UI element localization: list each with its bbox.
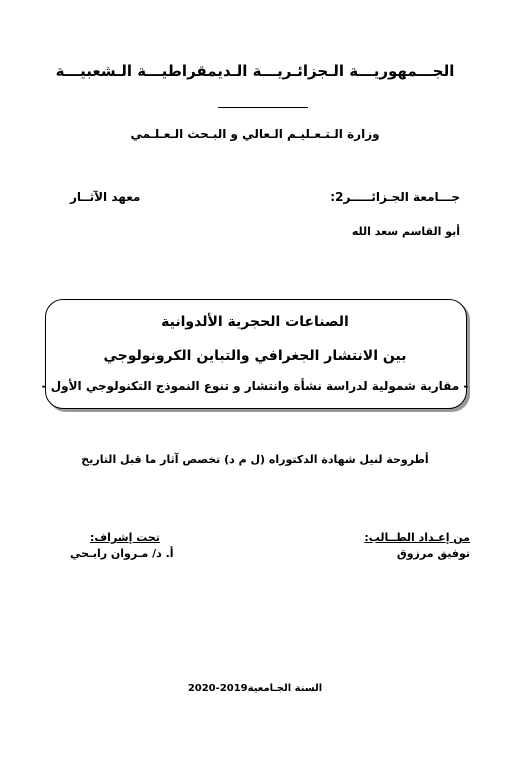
thesis-title-line-1: الصناعات الحجرية الألدوانية: [161, 314, 349, 330]
header-divider: [218, 107, 308, 108]
thesis-title-line-2: بين الانتشار الجغرافي والتباين الكرونولوجي: [103, 348, 407, 364]
academic-year: السنة الجـامعية2019-2020: [187, 683, 323, 694]
degree-statement: أطروحة لنيل شهادة الدكتوراه (ل م د) تخصص آثار ما قبل التاريخ: [81, 453, 429, 466]
republic-heading: الجـــمهوريـــة الـجزائـريـــة الـديمقراطيـــة الـشعبيـــة: [55, 62, 455, 80]
supervisor-label: تحت إشراف:: [90, 531, 160, 544]
thesis-title-line-3: - مقاربة شمولية لدراسة نشأة وانتشار و تنوع النموذج التكنولوجي الأول -: [41, 379, 469, 393]
institute-name: معهد الآثــار: [70, 190, 141, 204]
supervisor-name: أ. د/ مـروان رابـحي: [70, 547, 174, 560]
prepared-by-label: من إعـداد الطــالب:: [364, 531, 470, 544]
ministry-heading: وزارة الـتـعـليـم الـعالي و البـحث الـعـلـمي: [130, 127, 380, 141]
campus-name: أبو القاسم سعد الله: [351, 225, 460, 238]
university-name: جـــامعة الجـزائـــــر2:: [330, 190, 460, 204]
student-name: توفيق مرزوق: [396, 547, 470, 560]
